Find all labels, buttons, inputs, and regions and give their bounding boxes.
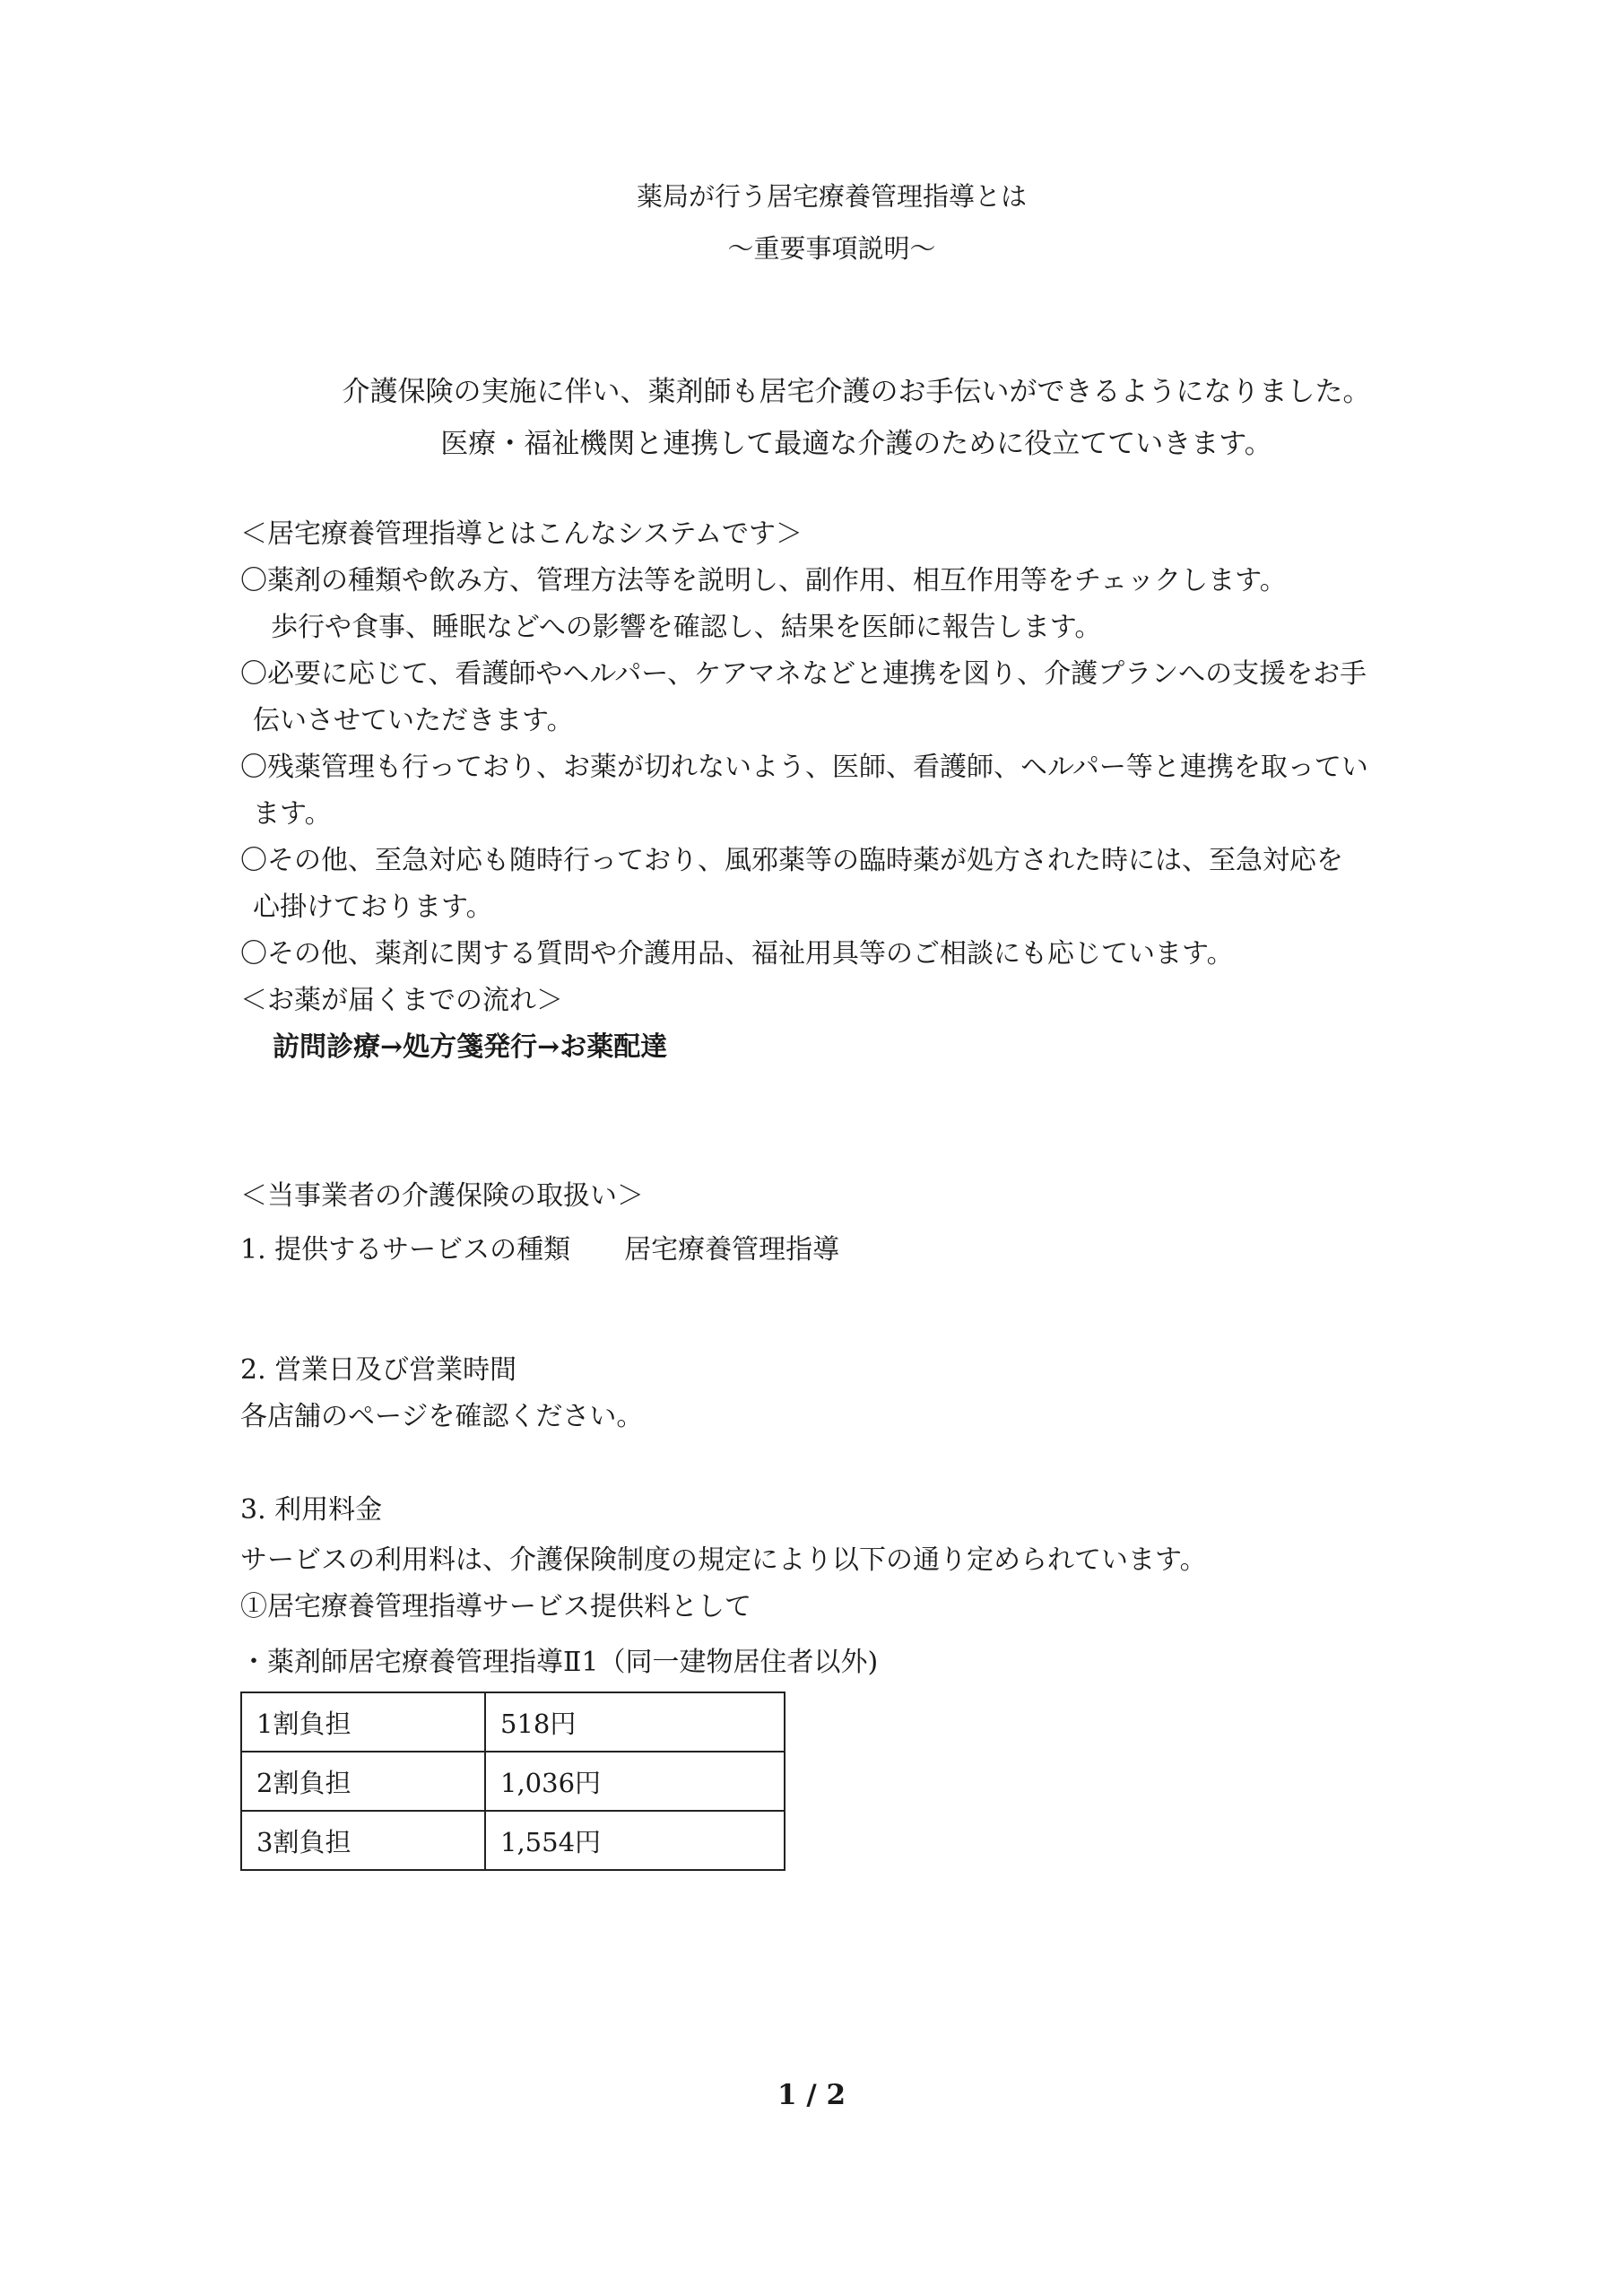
- title-sub: ～重要事項説明～: [727, 233, 936, 264]
- system-item: 〇薬剤の種類や飲み方、管理方法等を説明し、副作用、相互作用等をチェックします。: [240, 565, 1287, 596]
- service-type: 1. 提供するサービスの種類 居宅療養管理指導: [240, 1234, 840, 1265]
- burden-cell: 1割負担: [241, 1692, 485, 1752]
- amount-cell: 1,554円: [485, 1811, 785, 1870]
- burden-cell: 2割負担: [241, 1752, 485, 1811]
- amount-cell: 518円: [485, 1692, 785, 1752]
- system-item-continuation: ます。: [253, 798, 332, 830]
- flow-heading: ＜お薬が届くまでの流れ＞: [240, 985, 563, 1016]
- system-item: 〇その他、薬剤に関する質問や介護用品、福祉用具等のご相談にも応じています。: [240, 938, 1234, 970]
- system-item: 〇必要に応じて、看護師やヘルパー、ケアマネなどと連携を図り、介護プランへの支援をお手: [240, 658, 1367, 690]
- fee-text: サービスの利用料は、介護保険制度の規定により以下の通り定められています。: [240, 1544, 1207, 1576]
- hours-title: 2. 営業日及び営業時間: [240, 1354, 517, 1386]
- system-heading: ＜居宅療養管理指導とはこんなシステムです＞: [240, 518, 803, 550]
- fee-title: 3. 利用料金: [240, 1494, 383, 1526]
- intro-paragraph: [0, 366, 1623, 470]
- hours-text: 各店舗のページを確認ください。: [240, 1401, 644, 1432]
- flow-text: 訪問診療→処方箋発行→お薬配達: [273, 1031, 668, 1063]
- insurance-heading: ＜当事業者の介護保険の取扱い＞: [240, 1180, 644, 1212]
- table-row: [241, 1752, 785, 1811]
- system-item: 〇残薬管理も行っており、お薬が切れないよう、医師、看護師、ヘルパー等と連携を取ってい: [240, 752, 1368, 783]
- fee-category: ・薬剤師居宅療養管理指導Ⅱ1（同一建物居住者以外): [240, 1647, 879, 1678]
- system-item-continuation: 心掛けております。: [253, 891, 493, 923]
- table-row: [241, 1692, 785, 1752]
- title-main: 薬局が行う居宅療養管理指導とは: [636, 181, 1027, 212]
- fee-subtitle: ①居宅療養管理指導サービス提供料として: [240, 1591, 751, 1622]
- burden-cell: 3割負担: [241, 1811, 485, 1870]
- document-body: [240, 511, 1397, 1871]
- system-item: 〇その他、至急対応も随時行っており、風邪薬等の臨時薬が処方された時には、至急対応を: [240, 845, 1343, 876]
- table-row: [241, 1811, 785, 1870]
- fee-table: [240, 1692, 785, 1871]
- amount-cell: 1,036円: [485, 1752, 785, 1811]
- document-title: [0, 170, 1623, 274]
- system-item-continuation: 歩行や食事、睡眠などへの影響を確認し、結果を医師に報告します。: [271, 612, 1102, 643]
- intro-line: 介護保険の実施に伴い、薬剤師も居宅介護のお手伝いができるようになりました。: [342, 376, 1371, 408]
- page-number: 1 / 2: [777, 2079, 846, 2111]
- intro-line: 医療・福祉機関と連携して最適な介護のために役立てていきます。: [440, 428, 1272, 460]
- system-item-continuation: 伝いさせていただきます。: [253, 705, 574, 736]
